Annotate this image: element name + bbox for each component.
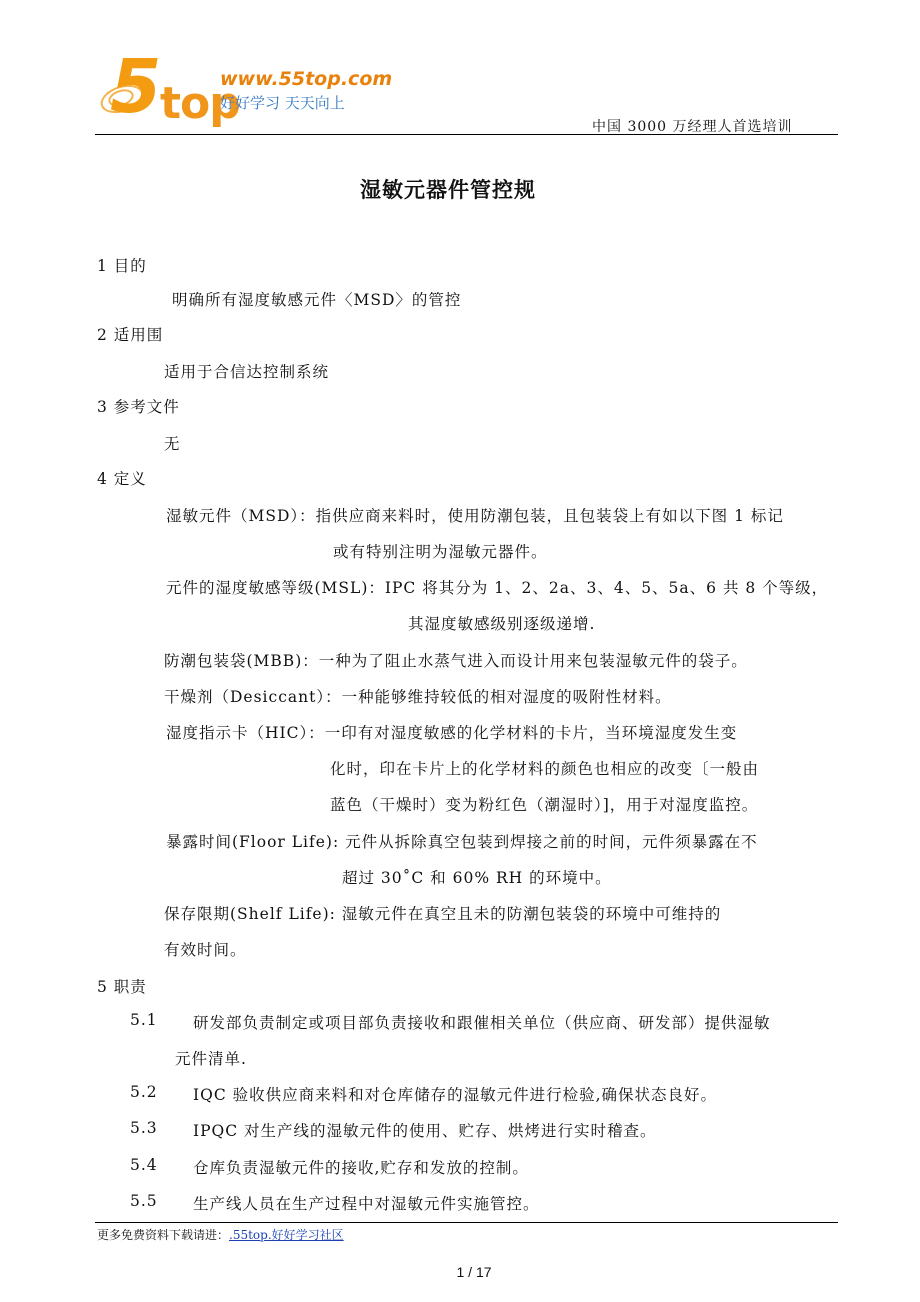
header-divider xyxy=(95,134,838,135)
responsibility-text-continued: 元件清单. xyxy=(175,1050,247,1068)
section-1-content: 明确所有湿度敏感元件〈MSD〉的管控 xyxy=(172,291,462,309)
logo-mark: 5 xyxy=(110,44,162,130)
definition-shelf-life-line-1: 保存限期(Shelf Life): 湿敏元件在真空且未的防潮包装袋的环境中可维持的 xyxy=(164,905,722,923)
definition-msd-line-1: 湿敏元件（MSD）：指供应商来料时，使用防潮包装，且包装袋上有如以下图 1 标记 xyxy=(166,507,784,525)
definition-mbb: 防潮包装袋(MBB)：一种为了阻止水蒸气进入而设计用来包装湿敏元件的袋子。 xyxy=(164,652,748,670)
footer-link[interactable]: .55top.好好学习社区 xyxy=(229,1228,344,1242)
logo-wordmark: top xyxy=(160,78,240,129)
logo-url: www.55top.com xyxy=(220,68,393,90)
header-tagline: 中国 3000 万经理人首选培训 xyxy=(592,119,793,135)
logo-slogan: 好好学习 天天向上 xyxy=(220,94,345,112)
section-2-heading: 2 适用围 xyxy=(97,326,164,344)
responsibility-number: 5.1 xyxy=(130,1011,158,1029)
footer-note xyxy=(97,1226,344,1243)
responsibility-text: 生产线人员在生产过程中对湿敏元件实施管控。 xyxy=(193,1195,540,1213)
document-title: 湿敏元器件管控规 xyxy=(360,177,536,202)
definition-floor-life-line-1: 暴露时间(Floor Life): 元件从拆除真空包装到焊接之前的时间，元件须暴露在不 xyxy=(166,833,758,851)
responsibility-number: 5.3 xyxy=(130,1119,158,1137)
definition-msl-line-1: 元件的湿度敏感等级(MSL)：IPC 将其分为 1、2、2a、3、4、5、5a、6 共 8 个等级， xyxy=(166,579,829,597)
responsibility-number: 5.5 xyxy=(130,1192,158,1210)
section-5-heading: 5 职责 xyxy=(97,978,147,996)
definition-floor-life-line-2: 超过 30˚C 和 60% RH 的环境中。 xyxy=(342,869,612,887)
responsibility-number: 5.2 xyxy=(130,1083,158,1101)
definition-hic-line-1: 湿度指示卡（HIC）：一印有对湿度敏感的化学材料的卡片，当环境湿度发生变 xyxy=(166,724,738,742)
definition-msd-line-2: 或有特别注明为湿敏元器件。 xyxy=(333,543,548,561)
responsibility-text: 仓库负责湿敏元件的接收,贮存和发放的控制。 xyxy=(193,1159,529,1177)
definition-hic-line-3: 蓝色（干燥时）变为粉红色（潮湿时）]，用于对湿度监控。 xyxy=(330,796,759,814)
responsibility-text: IPQC 对生产线的湿敏元件的使用、贮存、烘烤进行实时稽查。 xyxy=(193,1122,657,1140)
responsibility-text: IQC 验收供应商来料和对仓库储存的湿敏元件进行检验,确保状态良好。 xyxy=(193,1086,718,1104)
section-3-content: 无 xyxy=(164,435,181,453)
page-number: 1 / 17 xyxy=(456,1264,492,1280)
footer-divider xyxy=(95,1222,838,1223)
definition-hic-line-2: 化时，印在卡片上的化学材料的颜色也相应的改变〔一般由 xyxy=(330,760,760,778)
section-1-heading: 1 目的 xyxy=(97,257,147,275)
section-4-heading: 4 定义 xyxy=(97,470,147,488)
section-2-content: 适用于合信达控制系统 xyxy=(164,363,330,381)
definition-shelf-life-line-2: 有效时间。 xyxy=(164,941,247,959)
footer-prefix: 更多免费资料下载请进： xyxy=(97,1228,230,1242)
definition-msl-line-2: 其湿度敏感级别逐级递增. xyxy=(408,615,596,633)
site-logo xyxy=(96,44,426,130)
definition-desiccant: 干燥剂（Desiccant）：一种能够维持较低的相对湿度的吸附性材料。 xyxy=(164,688,672,706)
section-3-heading: 3 参考文件 xyxy=(97,398,180,416)
responsibility-text: 研发部负责制定或项目部负责接收和跟催相关单位（供应商、研发部）提供湿敏 xyxy=(193,1014,771,1032)
responsibility-number: 5.4 xyxy=(130,1156,158,1174)
